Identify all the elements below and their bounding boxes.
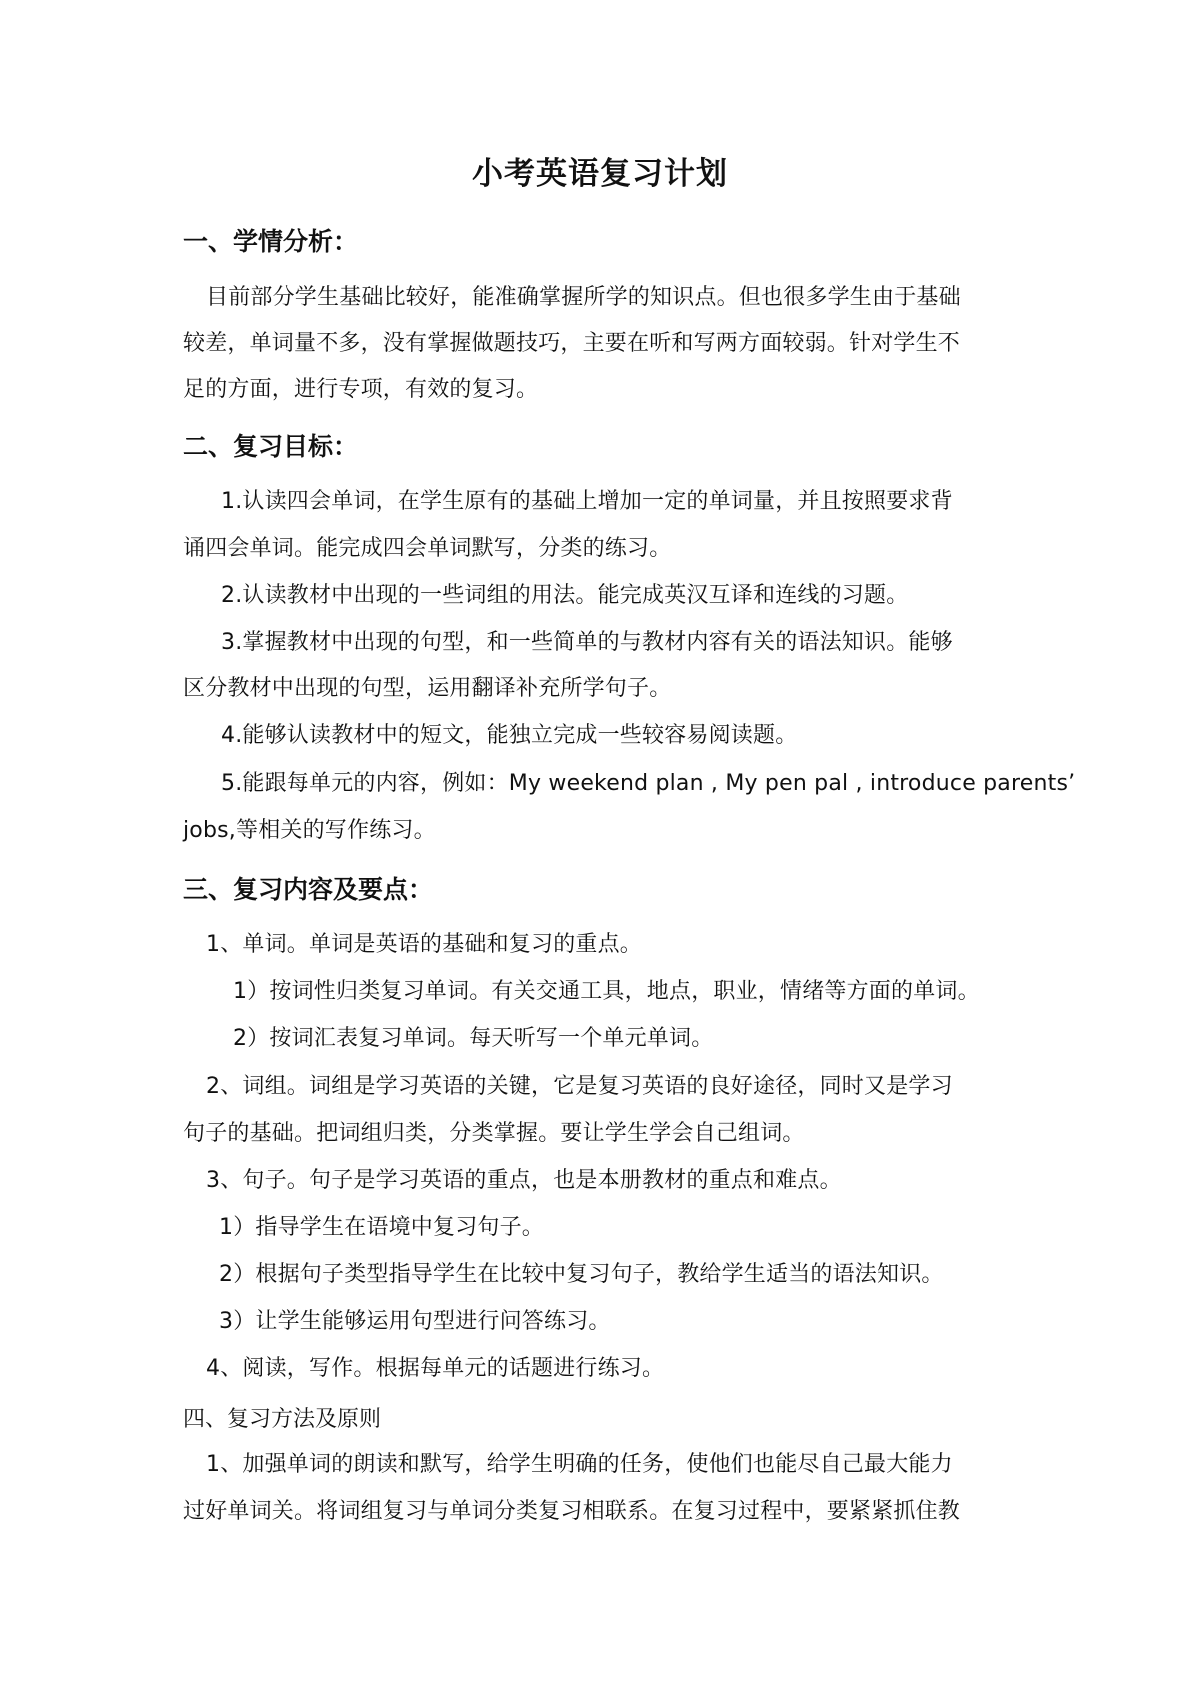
section1-heading: 一、学情分析： (183, 227, 359, 256)
section3-line-1: 1、单词。单词是英语的基础和复习的重点。 (206, 932, 642, 957)
section3-line-4: 2、词组。词组是学习英语的关键，它是复习英语的良好途径，同时又是学习 (206, 1074, 953, 1099)
section3-heading: 三、复习内容及要点： (183, 875, 434, 904)
section3-line-7: 1）指导学生在语境中复习句子。 (219, 1215, 544, 1240)
section2-line-5: 区分教材中出现的句型，运用翻译补充所学句子。 (183, 676, 672, 701)
section2-heading: 二、复习目标： (183, 432, 359, 461)
section3-line-2: 1）按词性归类复习单词。有关交通工具，地点，职业，情绪等方面的单词。 (233, 979, 980, 1004)
section3-line-5: 句子的基础。把词组归类，分类掌握。要让学生学会自己组词。 (183, 1121, 805, 1146)
section1-line-1: 目前部分学生基础比较好，能准确掌握所学的知识点。但也很多学生由于基础 (206, 285, 961, 310)
section2-line-4: 3.掌握教材中出现的句型，和一些简单的与教材内容有关的语法知识。能够 (221, 630, 953, 655)
section4-heading: 四、复习方法及原则 (183, 1407, 382, 1432)
section2-line-2: 诵四会单词。能完成四会单词默写，分类的练习。 (183, 536, 672, 561)
section2-line-6: 4.能够认读教材中的短文，能独立完成一些较容易阅读题。 (221, 723, 798, 748)
section3-line-6: 3、句子。句子是学习英语的重点，也是本册教材的重点和难点。 (206, 1168, 842, 1193)
section2-line-1: 1.认读四会单词，在学生原有的基础上增加一定的单词量，并且按照要求背 (221, 489, 953, 514)
section3-line-3: 2）按词汇表复习单词。每天听写一个单元单词。 (233, 1026, 714, 1051)
section2-line-8: jobs,等相关的写作练习。 (183, 818, 436, 843)
section1-line-3: 足的方面，进行专项，有效的复习。 (183, 377, 539, 402)
section3-line-10: 4、阅读，写作。根据每单元的话题进行练习。 (206, 1356, 665, 1381)
section3-line-8: 2）根据句子类型指导学生在比较中复习句子，教给学生适当的语法知识。 (219, 1262, 944, 1287)
section2-line-3: 2.认读教材中出现的一些词组的用法。能完成英汉互译和连线的习题。 (221, 583, 909, 608)
section4-line-2: 过好单词关。将词组复习与单词分类复习相联系。在复习过程中，要紧紧抓住教 (183, 1499, 961, 1524)
section2-line-7: 5.能跟每单元的内容，例如：My weekend plan , My pen pal , introduce parents’ (221, 771, 1076, 796)
section1-line-2: 较差，单词量不多，没有掌握做题技巧，主要在听和写两方面较弱。针对学生不 (183, 331, 961, 356)
section4-line-1: 1、加强单词的朗读和默写，给学生明确的任务，使他们也能尽自己最大能力 (206, 1452, 953, 1477)
section3-line-9: 3）让学生能够运用句型进行问答练习。 (219, 1309, 611, 1334)
document-title: 小考英语复习计划 (472, 156, 728, 192)
